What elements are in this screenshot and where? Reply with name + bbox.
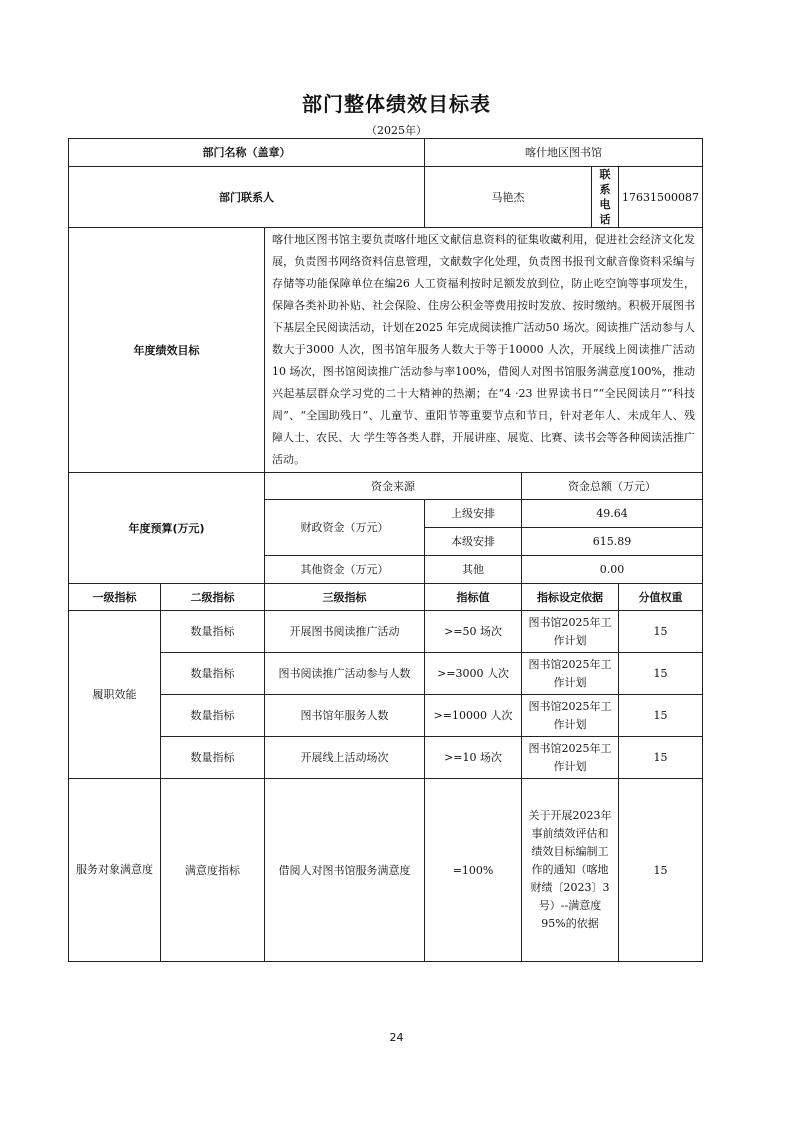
value-cell: =100%	[425, 779, 522, 962]
local-arrangement-label: 本级安排	[425, 528, 522, 556]
fiscal-fund-label: 财政资金（万元）	[265, 500, 425, 556]
page-title: 部门整体绩效目标表	[302, 92, 491, 116]
year-subtitle: （2025年）	[366, 124, 427, 137]
basis-cell: 图书馆2025年工作计划	[522, 611, 619, 653]
header-level2: 二级指标	[161, 584, 265, 611]
level3-cell: 图书阅读推广活动参与人数	[265, 653, 425, 695]
table-row	[69, 737, 703, 779]
weight-cell: 15	[619, 611, 703, 653]
level3-cell: 借阅人对图书馆服务满意度	[265, 779, 425, 962]
value-cell: >=3000 人次	[425, 653, 522, 695]
table-row	[69, 695, 703, 737]
other-fund-label: 其他资金（万元）	[265, 556, 425, 584]
phone-label: 联系电话	[599, 168, 611, 226]
header-level3: 三级指标	[265, 584, 425, 611]
upper-arrangement-value: 49.64	[522, 500, 703, 528]
header-weight: 分值权重	[619, 584, 703, 611]
level2-cell: 满意度指标	[161, 779, 265, 962]
weight-cell: 15	[619, 779, 703, 962]
dept-name-row	[69, 139, 703, 167]
table-row	[69, 611, 703, 653]
dept-contact-row	[69, 167, 703, 228]
weight-cell: 15	[619, 695, 703, 737]
upper-arrangement-label: 上级安排	[425, 500, 522, 528]
level2-cell: 数量指标	[161, 737, 265, 779]
fund-total-header: 资金总额（万元）	[522, 473, 703, 500]
level1-satisfaction: 服务对象满意度	[69, 779, 161, 962]
level3-cell: 图书馆年服务人数	[265, 695, 425, 737]
fund-source-header: 资金来源	[265, 473, 522, 500]
header-basis: 指标设定依据	[522, 584, 619, 611]
level2-cell: 数量指标	[161, 611, 265, 653]
performance-table	[68, 138, 703, 962]
value-cell: >=10 场次	[425, 737, 522, 779]
contact-label: 部门联系人	[69, 167, 425, 228]
table-row	[69, 779, 703, 962]
goal-text: 喀什地区图书馆主要负责喀什地区文献信息资料的征集收藏利用，促进社会经济文化发展，负责图书网络资料信息管理，文献数字化处理，负责图书报刊文献音像资料采编与存储等功能保障单位在编26 人工资福利按时足额发放到位，防止吃空饷等事项发生，保障各类补助补贴、社会保险、住房公积金等费用按时发放、按时缴纳。积极开展图书下基层全民阅读活动，计划在2025 年完成阅读推广活动50 场次。阅读推广活动参与人数大于3000 人次，图书馆年服务人数大于等于10000 人次，开展线上阅读推广活动10 场次，图书馆阅读推广活动参与率100%，借阅人对图书馆服务满意度100%，推动兴起基层群众学习党的二十大精神的热潮；在“4 ·23 世界读书日”“全民阅读月”“科技周”、“全国助残日”、儿童节、重阳节等重要节点和节日，针对老年人、未成年人、残障人士、农民、大 学生等各类人群，开展讲座、展览、比赛、读书会等各种阅读活推广活动。	[265, 228, 703, 473]
other-sub-label: 其他	[425, 556, 522, 584]
header-value: 指标值	[425, 584, 522, 611]
value-cell: >=10000 人次	[425, 695, 522, 737]
basis-cell: 关于开展2023年事前绩效评估和绩效目标编制工作的通知（喀地财绩〔2023〕3号）--满意度95%的依据	[522, 779, 619, 962]
page-number: 24	[389, 1031, 404, 1044]
local-arrangement-value: 615.89	[522, 528, 703, 556]
basis-cell: 图书馆2025年工作计划	[522, 653, 619, 695]
level1-performance: 履职效能	[69, 611, 161, 779]
basis-cell: 图书馆2025年工作计划	[522, 737, 619, 779]
level3-cell: 开展图书阅读推广活动	[265, 611, 425, 653]
budget-label: 年度预算(万元)	[69, 473, 265, 584]
level2-cell: 数量指标	[161, 653, 265, 695]
contact-value: 马艳杰	[425, 167, 592, 227]
value-cell: >=50 场次	[425, 611, 522, 653]
phone-value: 17631500087	[619, 167, 703, 228]
other-fund-value: 0.00	[522, 556, 703, 584]
goal-row	[69, 228, 703, 473]
dept-name-label: 部门名称（盖章）	[69, 139, 425, 167]
goal-label: 年度绩效目标	[69, 228, 265, 473]
header-level1: 一级指标	[69, 584, 161, 611]
dept-name-value: 喀什地区图书馆	[425, 139, 703, 167]
level2-cell: 数量指标	[161, 695, 265, 737]
budget-header-row	[69, 473, 703, 500]
weight-cell: 15	[619, 653, 703, 695]
table-row	[69, 653, 703, 695]
basis-cell: 图书馆2025年工作计划	[522, 695, 619, 737]
indicator-header-row	[69, 584, 703, 611]
level3-cell: 开展线上活动场次	[265, 737, 425, 779]
weight-cell: 15	[619, 737, 703, 779]
